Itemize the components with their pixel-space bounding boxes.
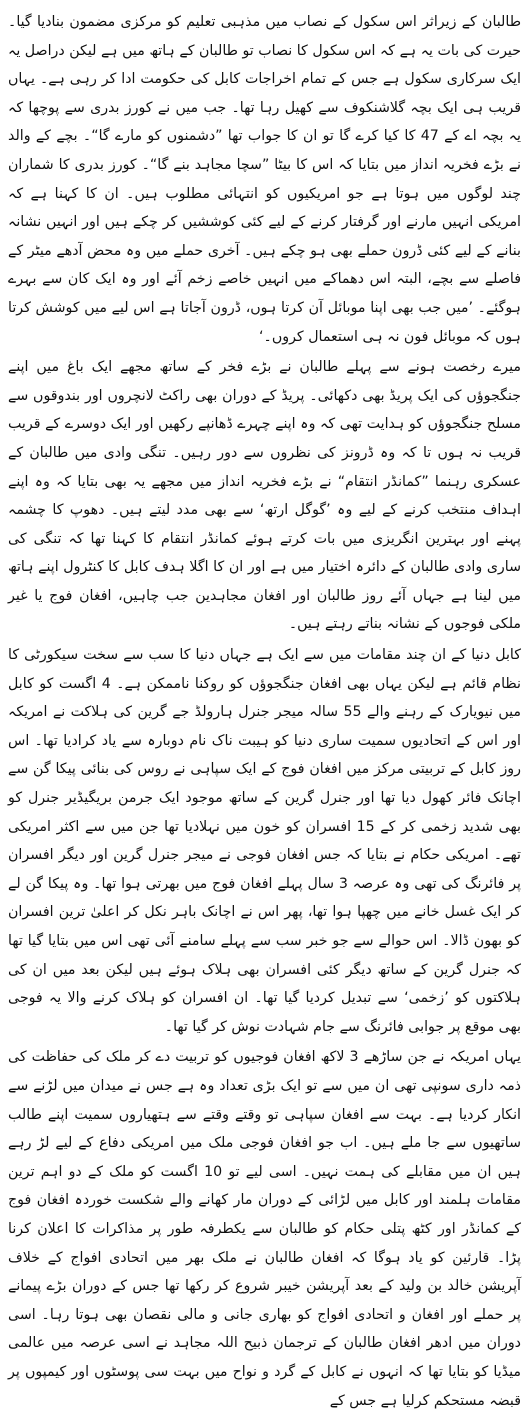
article-paragraph-3: کابل دنیا کے ان چند مقامات میں سے ایک ہے جہاں دنیا کا سب سے سخت سیکورٹی کا نظام قائم ہے لیکن یہاں بھی افغان جنگجوؤں کو روکنا ناممکن ہے۔ 4 اگست کو کابل میں نیویارک کے رہنے والے 55 سالہ میجر جنرل ہارولڈ جے گرین کی ہلاکت نے امریکہ اور اس کے اتحادیوں سمیت ساری دنیا کو ہیبت ناک نام دوبارہ سے یاد کرادیا تھا۔ اس روز کابل کے تربیتی مرکز میں افغان فوج کے ایک سپاہی نے روس کی بنائی پیکا گن سے اچانک فائر کھول دیا تھا اور جنرل گرین کے ساتھ موجود ایک جرمن بریگیڈیر جنرل کو بھی شدید زخمی کر کے 15 افسران کو خون میں نہلادیا تھا جن میں سے اکثر امریکی تھے۔ امریکی حکام نے بتایا کہ جس افغان فوجی نے میجر جنرل گرین اور دیگر افسران پر فائرنگ کی تھی وہ عرصہ 3 سال پہلے افغان فوج میں بھرتی ہوا تھا۔ وہ پیکا گن لے کر ایک غسل خانے میں چھپا ہوا تھا، پھر اس نے اچانک باہر نکل کر اعلیٰ ترین افسران کو بھون ڈالا۔ اس حوالے سے جو خبر سب سے پہلے سامنے آئی تھی اس میں بتایا گیا تھا کہ جنرل گرین کے ساتھ دیگر کئی افسران بھی ہلاک ہوئے ہیں لیکن بعد میں ان کی ہلاکتوں کو ’زخمی‘ سے تبدیل کردیا گیا تھا۔ ان افسران کو ہلاک کرنے والا یہ فوجی بھی موقع پر جوابی فائرنگ سے جام شہادت نوش کر گیا تھا۔: [8, 647, 522, 1035]
article-paragraph-2: میرے رخصت ہونے سے پہلے طالبان نے بڑے فخر کے ساتھ مجھے ایک باغ میں اپنے جنگجوؤں کی ایک پریڈ بھی دکھائی۔ پریڈ کے دوران بھی راکٹ لانچروں اور بندوقوں سے مسلح جنگجوؤں کو ہدایت تھی کہ وہ اپنے چہرے ڈھانپے رکھیں اور ایک دوسرے کے قریب قریب نہ ہوں تا کہ وہ ڈرونز کی نظروں سے دور رہیں۔ تنگی وادی میں طالبان کے عسکری رہنما ”کمانڈر انتقام“ نے بڑے فخریہ انداز میں مجھے یہ بھی بتایا کہ وہ اپنے اہداف منتخب کرنے کے لیے وہ ’گوگل ارتھ‘ سے بھی مدد لیتے ہیں۔ دھوپ کا چشمہ پہنے اور بہترین انگریزی میں بات کرتے ہوئے کمانڈر انتقام کا کہنا تھا کہ تنگی کی ساری وادی طالبان کے دائرہ اختیار میں ہے اور ان کا اگلا ہدف کابل کا کنٹرول اپنے ہاتھ میں لینا ہے جہاں آئے روز طالبان اور افغان مجاہدین جب چاہیں، افغان فوج یا غیر ملکی فوجوں کے نشانہ بناتے رہتے ہیں۔: [8, 359, 521, 633]
article-paragraph-4: یہاں امریکہ نے جن ساڑھے 3 لاکھ افغان فوجیوں کو تربیت دے کر ملک کی حفاظت کی ذمہ داری سونپی تھی ان میں سے تو ایک بڑی تعداد وہ ہے جس نے میدان میں لڑنے سے انکار کردیا ہے۔ بہت سے افغان سپاہی تو وقتے وقتے سے ہتھیاروں سمیت اپنے طالب ساتھیوں سے جا ملے ہیں۔ اب جو افغان فوجی ملک میں امریکی دفاع کے لیے لڑ رہے ہیں ان میں مقابلے کی ہمت نہیں۔ اسی لیے تو 10 اگست کو ملک کے دو اہم ترین مقامات ہلمند اور کابل میں لڑائی کے دوران مار کھانے والے شکست خوردہ افغان فوج کے کمانڈر اور کٹھ پتلی حکام کو طالبان سے یکطرفہ طور پر مذاکرات کا اعلان کرنا پڑا۔ قارئین کو یاد ہوگا کہ افغان طالبان نے ملک بھر میں اتحادی افواج کے خلاف آپریشن خالد بن ولید کے بعد آپریشن خیبر شروع کر رکھا تھا جس کے دوران بڑے پیمانے پر حملے اور افغان و اتحادی افواج کو بھاری جانی و مالی نقصان بھی ہوتا رہا۔ اسی دوران میں ادھر افغان طالبان کے ترجمان ذبیح اللہ مجاہد نے اسی عرصہ میں عالمی میڈیا کو بتایا تھا کہ انہوں نے کابل کے گرد و نواح میں بہت سی پوسٹوں اور کیمپوں پر قبضہ مستحکم کرلیا ہے جس کے: [8, 1049, 521, 1409]
article-paragraph-1: طالبان کے زیراثر اس سکول کے نصاب میں مذہبی تعلیم کو مرکزی مضمون بنادیا گیا۔ حیرت کی بات یہ ہے کہ اس سکول کا نصاب تو طالبان کے ہاتھ میں ہے لیکن دراصل یہ ایک سرکاری سکول ہے جس کے تمام اخراجات کابل کی حکومت ادا کر رہی ہے۔ یہاں قریب ہی ایک بچہ گلاشنکوف سے کھیل رہا تھا۔ جب میں نے کورز بدری سے پوچھا کہ یہ بچہ اے کے 47 کا کیا کرے گا تو ان کا جواب تھا ”دشمنوں کو مارے گا“۔ بچے کے والد نے بڑے فخریہ انداز میں بتایا کہ اس کا بیٹا ”سچا مجاہد بنے گا“۔ کورز بدری کا شماران چند لوگوں میں ہوتا ہے جو امریکیوں کو انتہائی مطلوب ہیں۔ ان کا کہنا ہے کہ امریکی انہیں مارنے اور گرفتار کرنے کے لیے کئی کوششیں کر چکے ہیں اور انہیں نشانہ بنانے کے لیے کئی ڈرون حملے بھی ہو چکے ہیں۔ آخری حملے میں وہ محض آدھے میٹر کے فاصلے سے بچے، البتہ اس دھماکے میں انہیں خاصے زخم آئے اور وہ ایک کان سے بہرے ہوگئے۔ ’میں جب بھی اپنا موبائل آن کرتا ہوں، ڈرون آجاتا ہے اس لیے میں کوشش کرتا ہوں کہ موبائل فون نہ ہی استعمال کروں۔‘: [8, 14, 521, 345]
